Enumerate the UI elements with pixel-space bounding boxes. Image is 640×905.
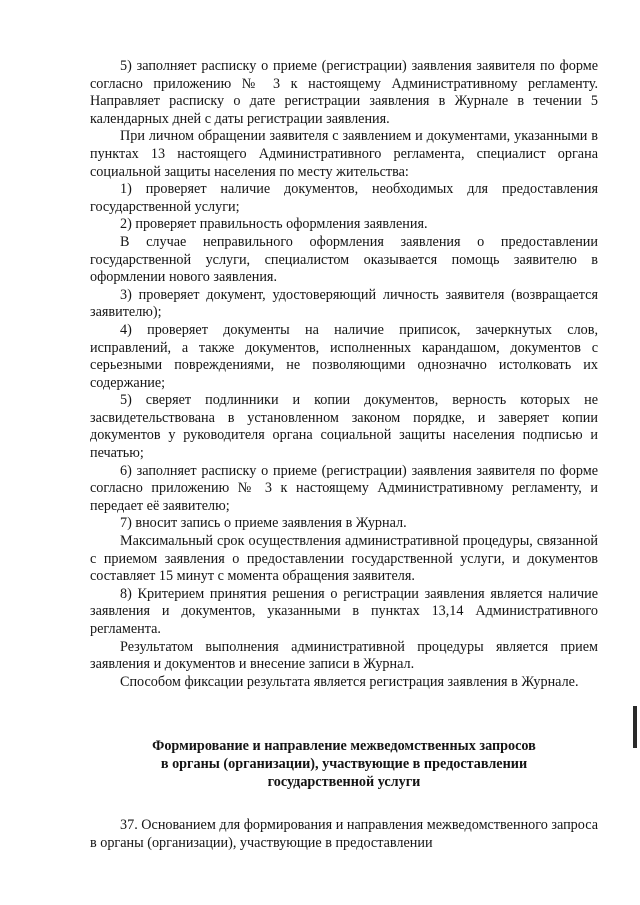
- paragraph: 5) заполняет расписку о приеме (регистрации) заявления заявителя по форме согласно приложению № 3 к настоящему Административному регламенту. Направляет расписку о дате регистрации заявления в Журнале в течении 5 календарных дней с даты регистрации заявления.: [90, 58, 598, 127]
- paragraph: При личном обращении заявителя с заявлением и документами, указанными в пунктах 13 настоящего Административного регламента, специалист органа социальной защиты населения по месту жительства:: [90, 128, 598, 180]
- paragraph: 3) проверяет документ, удостоверяющий личность заявителя (возвращается заявителю);: [90, 286, 598, 321]
- scan-edge-mark: [633, 706, 637, 748]
- section-spacer: [90, 791, 598, 817]
- document-page: [90, 58, 598, 853]
- paragraph: 7) вносит запись о приеме заявления в Журнал.: [120, 515, 407, 532]
- paragraph: 5) сверяет подлинники и копии документов, верность которых не засвидетельствована в установленном законом порядке, и заверяет копии документов у руководителя органа социальной защиты населения подписью и печатью;: [90, 392, 598, 462]
- section-spacer: [90, 691, 598, 737]
- paragraph: 1) проверяет наличие документов, необходимых для предоставления государственной услуги;: [90, 181, 598, 215]
- paragraph: 8) Критерием принятия решения о регистрации заявления является наличие заявления и документов, указанными в пунктах 13,14 Административного регламента.: [90, 585, 598, 637]
- closing-paragraph: 37. Основанием для формирования и направления межведомственного запроса в органы (организации), участвующие в предоставлении: [90, 817, 598, 851]
- section-heading: Формирование и направление межведомственных запросов в органы (организации), участвующие в предоставлении государственной услуги: [152, 738, 536, 791]
- paragraph: Результатом выполнения административной процедуры является прием заявления и документов и внесение записи в Журнал.: [90, 638, 598, 673]
- paragraph: Максимальный срок осуществления административной процедуры, связанной с приемом заявления о предоставлении государственной услуги, и документов составляет 15 минут с момента обращения заявителя.: [90, 533, 598, 585]
- paragraph: Способом фиксации результата является регистрация заявления в Журнале.: [120, 673, 579, 690]
- paragraph: В случае неправильного оформления заявления о предоставлении государственной услуги, специалистом оказывается помощь заявителю в оформлении нового заявления.: [90, 233, 598, 286]
- paragraph: 6) заполняет расписку о приеме (регистрации) заявления заявителя по форме согласно приложению № 3 к настоящему Административному регламенту, и передает её заявителю;: [90, 462, 598, 514]
- paragraph: 2) проверяет правильность оформления заявления.: [120, 216, 428, 233]
- paragraph: 4) проверяет документы на наличие приписок, зачеркнутых слов, исправлений, а также документов, исполненных карандашом, документов с серьезными повреждениями, не позволяющими однозначно истолковать их содержание;: [90, 321, 598, 391]
